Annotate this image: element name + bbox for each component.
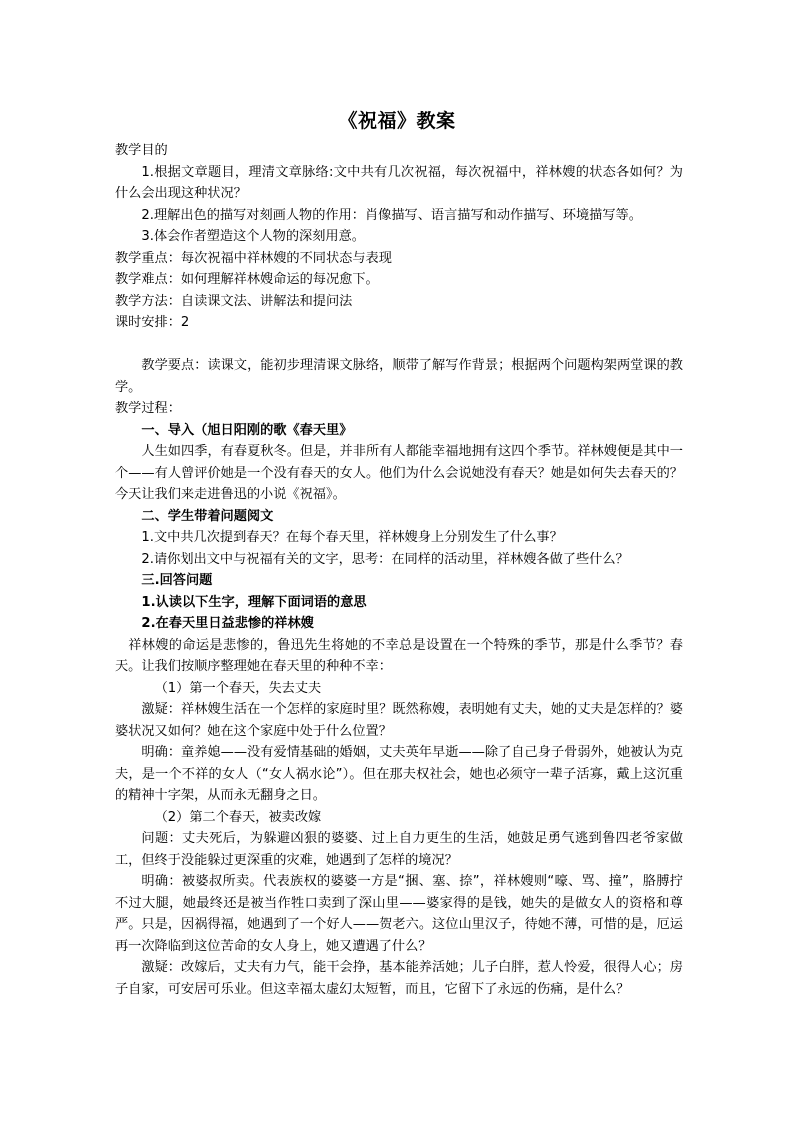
paragraph: 人生如四季，有春夏秋冬。但是，并非所有人都能幸福地拥有这四个季节。祥林嫂便是其中一个——有人曾评价她是一个没有春天的女人。他们为什么会说她没有春天？她是如何失去春天的？今天让我们来走进鲁迅的小说《祝福》。 — [115, 444, 683, 502]
paragraph: 祥林嫂的命运是悲惨的，鲁迅先生将她的不幸总是设置在一个特殊的季节，那是什么季节？春天。让我们按顺序整理她在春天里的种种不幸： — [115, 637, 683, 674]
paragraph: 1.根据文章题目，理清文章脉络:文中共有几次祝福，每次祝福中，祥林嫂的状态各如何？为什么会出现这种状况？ — [115, 164, 683, 201]
paragraph: 教学要点：读课文，能初步理清课文脉络，顺带了解写作背景；根据两个问题构架两堂课的教学。 — [115, 358, 683, 395]
paragraph: 问题：丈夫死后，为躲避凶狠的婆婆、过上自力更生的生活，她鼓足勇气逃到鲁四老爷家做工，但终于没能躲过更深重的灾难，她遇到了怎样的境况？ — [115, 831, 683, 868]
section-heading: 三.回答问题 — [141, 573, 213, 588]
document-title: 《祝福》教案 — [338, 110, 456, 132]
paragraph: 明确：童养媳——没有爱情基础的婚姻，丈夫英年早逝——除了自己身子骨弱外，她被认为克夫，是一个不祥的女人（“女人祸水论”）。但在那夫权社会，她也必须守一辈子活寡，戴上这沉重的精神十字架，从而永无翻身之日。 — [115, 745, 683, 803]
paragraph: 教学难点：如何理解祥林嫂命运的每况愈下。 — [115, 272, 379, 287]
paragraph: 1.文中共几次提到春天？在每个春天里，祥林嫂身上分别发生了什么事？ — [141, 530, 563, 545]
document-body — [115, 140, 683, 1000]
paragraph: 3.体会作者塑造这个人物的深刻用意。 — [141, 229, 365, 244]
paragraph: 2.请你划出文中与祝福有关的文字，思考：在同样的活动里，祥林嫂各做了些什么？ — [141, 551, 629, 567]
blank-line — [115, 334, 683, 356]
subsection-heading: 2.在春天里日益悲惨的祥林嫂 — [141, 616, 314, 631]
paragraph: 明确：被婆叔所卖。代表族权的婆婆一方是“捆、塞、捺”，祥林嫂则“嚎、骂、撞”，胳膊拧不过大腿，她最终还是被当作牲口卖到了深山里——婆家得的是钱，她失的是做女人的资格和尊严。只是，因祸得福，她遇到了一个好人——贺老六。这位山里汉子，待她不薄，可惜的是，厄运再一次降临到这位苦命的女人身上，她又遭遇了什么？ — [115, 874, 683, 954]
paragraph: 教学目的 — [115, 143, 168, 158]
paragraph: 激疑：改嫁后，丈夫有力气，能干会挣，基本能养活她；儿子白胖，惹人怜爱，很得人心；房子自家，可安居可乐业。但这幸福太虚幻太短暂，而且，它留下了永远的伤痛，是什么？ — [115, 960, 683, 997]
subsection-heading: 1.认读以下生字，理解下面词语的意思 — [141, 594, 367, 610]
paragraph: 教学过程： — [115, 401, 181, 416]
paragraph: （2）第二个春天，被卖改嫁 — [154, 809, 322, 825]
paragraph: （1）第一个春天，失去丈夫 — [154, 680, 322, 696]
paragraph: 教学重点：每次祝福中祥林嫂的不同状态与表现 — [115, 250, 392, 266]
paragraph: 教学方法：自读课文法、讲解法和提问法 — [115, 293, 353, 309]
paragraph: 2.理解出色的描写对刻画人物的作用：肖像描写、语言描写和动作描写、环境描写等。 — [141, 207, 642, 223]
section-heading: 二、学生带着问题阅文 — [141, 508, 274, 524]
paragraph: 课时安排：2 — [115, 315, 190, 330]
section-heading: 一、导入（旭日阳刚的歌《春天里》 — [141, 422, 353, 438]
paragraph: 激疑：祥林嫂生活在一个怎样的家庭时里？既然称嫂，表明她有丈夫，她的丈夫是怎样的？婆婆状况又如何？她在这个家庭中处于什么位置？ — [115, 702, 683, 739]
